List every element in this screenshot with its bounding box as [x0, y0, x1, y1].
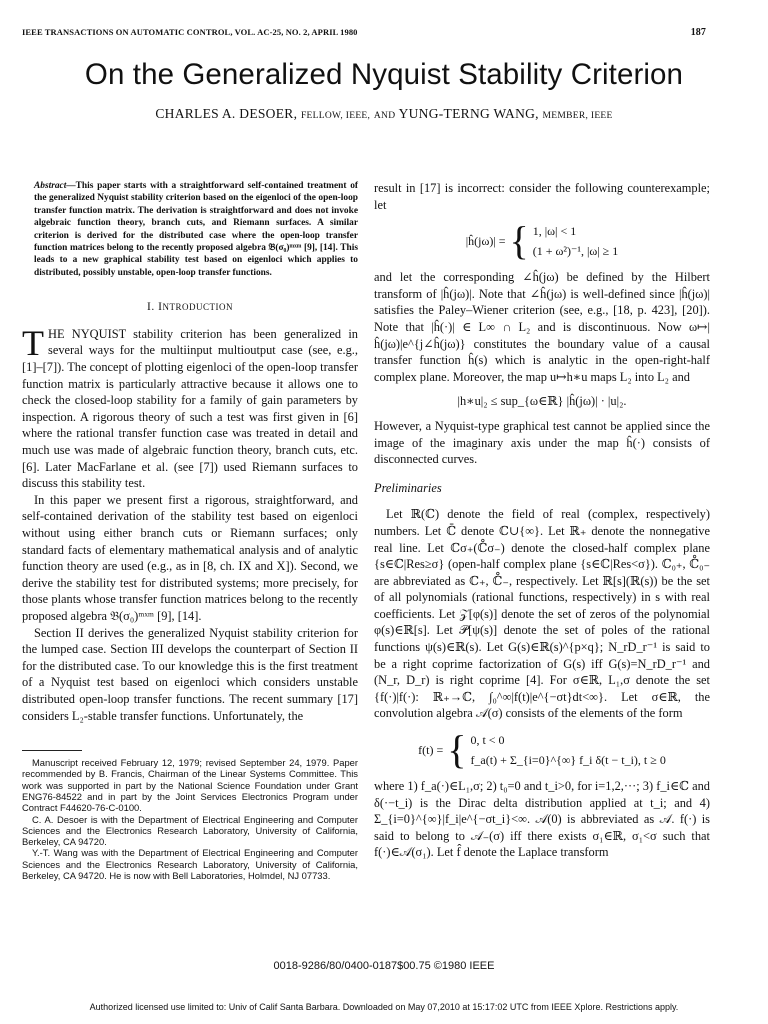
footnote-manuscript: Manuscript received February 12, 1979; revised September 24, 1979. Paper recommended by B. Francis, Chairman of the Linear Systems Committee. This work was supported in part by the National Science Foundation under Grant ENG76-84522 and in part by the Joint Services Electronics Program under Contract F44620-76-C-0100. — [22, 757, 358, 814]
author-and: AND — [373, 111, 396, 121]
right-column — [374, 180, 710, 861]
equation-algebra-cases — [470, 730, 665, 770]
footnotes — [22, 757, 358, 881]
equation-norm-bound: |h∗u|₂ ≤ sup_{ω∈ℝ} |ĥ(jω)| · |u|₂. — [457, 394, 627, 409]
equation-algebra-lhs: f(t) = — [418, 742, 444, 757]
intro-paragraph-3: Section II derives the generalized Nyquist stability criterion for the lumped case. Section III develops the counterpart of Section II for the distributed case. To our knowledge this is the first treatment of a Nyquist test based on eigenloci which considers unstable distributed open-loop transfer functions. The recent summary [17] considers L₂-stable transfer functions. Unfortunately, the — [22, 625, 358, 723]
section-title-initial: I — [158, 301, 163, 314]
author-1-role: FELLOW, IEEE, — [300, 111, 371, 121]
author-1-name: CHARLES A. DESOER, — [155, 106, 298, 121]
drop-cap: T — [22, 322, 44, 363]
author-2-name: YUNG-TERNG WANG, — [398, 106, 539, 121]
section-title-rest: NTRODUCTION — [162, 302, 233, 313]
section-heading — [22, 299, 358, 316]
equation-magnitude — [374, 218, 710, 264]
journal-citation: IEEE TRANSACTIONS ON AUTOMATIC CONTROL, VOL. AC-25, NO. 2, APRIL 1980 — [22, 27, 358, 37]
paper-title: On the Generalized Nyquist Stability Criterion — [84, 58, 684, 91]
subheading-preliminaries: Preliminaries — [374, 480, 442, 495]
page-number: 187 — [690, 27, 706, 38]
intro-paragraph-1-text: HE NYQUIST stability criterion has been generalized in several ways for the multiinput multioutput case (see, e.g., [1]–[7]). The concept of plotting eigenloci of the open-loop transfer function matrix is particularly attractive because it allows one to check the closed-loop stability for a family of gain parameters by inspection. A rigorous theory of such a test was first given in [6] where the rational transfer function case was treated in detail and much use was made of algebraic function theory, branch cuts, etc. [6]. Later MacFarlane et al. (see [7]) used Riemann surfaces to discuss this stability test. — [22, 326, 358, 491]
left-column — [22, 180, 358, 881]
counterexample-intro: result in [17] is incorrect: consider the following counterexample; let — [374, 181, 710, 212]
abstract-text: —This paper starts with a straightforward self-contained treatment of the generalized Nyquist stability criterion based on the eigenloci of the open-loop transfer function matrix. The derivation is straightforward and does not invoke algebraic function theory, branch cuts, and Riemann surfaces. A similar criterion is derived for the distributed case where the open-loop transfer function matrices belong to the recently proposed algebra 𝔅(σ₀)ᵐˣᵐ [9], [14]. This leads to a new graphical stability test based on eigenloci which applies to distributed, possibly unstable, open-loop transfer functions. — [34, 181, 358, 278]
author-line — [0, 106, 768, 122]
author-2-role: MEMBER, IEEE — [542, 111, 613, 121]
intro-paragraph-2: In this paper we present first a rigorous, straightforward, and self-contained derivation of the stability test based on eigenloci without using either branch cuts or Riemann surfaces; only standard facts of elementary mathematical analysis and of analytic function theory are used (e.g., as in [8, ch. IX and X]). Second, we derive the stability test for distributed systems; more precisely, for those plants whose transfer function matrices belong to the recently proposed algebra 𝔅(σ₀)ᵐˣᵐ [9], [14]. — [22, 492, 358, 623]
equation-magnitude-cases — [533, 221, 618, 261]
footnote-wang: Y.-T. Wang was with the Department of Electrical Engineering and Computer Sciences and the Electronics Research Laboratory, University of California, Berkeley, CA 94720. He is now with Bell Laboratories, Holmdel, NJ 07733. — [22, 847, 358, 882]
running-header — [22, 27, 706, 41]
brace-glyph: { — [509, 218, 529, 264]
equation-magnitude-lhs: |ĥ(jω)| = — [465, 233, 506, 248]
section-number: I. — [147, 301, 155, 314]
equation-magnitude-case-2: (1 + ω²)⁻¹, |ω| ≥ 1 — [532, 244, 619, 259]
equation-algebra-case-2: f_a(t) + Σ_{i=0}^{∞} f_i δ(t − t_i), t ≥ 0 — [470, 753, 666, 768]
abstract-label: Abstract — [34, 181, 67, 191]
paragraph-conditions: where 1) f_a(·)∈L₁,σ; 2) t₀=0 and t_i>0, for i=1,2,···; 3) f_i∈ℂ and δ(·−t_i) is the Dirac delta distribution applied at t_i; and 4) Σ_{i=0}^{∞}|f_i|e^{−σt_i}<∞. 𝒜(0) is abbreviated as 𝒜. f(·) is said to belong to 𝒜₋(σ) iff there exists σ₁∈ℝ, σ₁<σ such that f(·)∈𝒜(σ₁). Let f̂ denote the Laplace transform — [374, 779, 710, 860]
paragraph-nyquist-fail: However, a Nyquist-type graphical test cannot be applied since the image of the imaginary axis under the map ĥ(·) consists of disconnected curves. — [374, 418, 710, 467]
license-notice: Authorized licensed use limited to: Univ of Calif Santa Barbara. Downloaded on May 07,2010 at 15:17:02 UTC from IEEE Xplore. Restrictions apply. — [89, 1002, 679, 1012]
paragraph-preliminaries: Let ℝ(ℂ) denote the field of real (complex, respectively) numbers. Let ℂ̄ denote ℂ∪{∞}. Let ℝ₊ denote the nonnegative real line. Let ℂσ₊(ℂ̊σ₋) denote the closed-half complex plane {s∈ℂ|Res≥σ} (open-half complex plane {s∈ℂ|Res<σ}). ℂ₀₊, ℂ̊₀₋ are abbreviated as ℂ₊, ℂ̊₋, respectively. Let ℝ[s](ℝ(s)) be the set of all polynomials (rational functions, respectively) in s with real coefficients. Let 𝒵[φ(s)] denote the set of zeros of the polynomial φ(s)∈ℝ[s]. Let 𝒫[ψ(s)] denote the set of poles of the rational functions ψ(s)∈ℝ(s). Let G(s)∈ℝ(s)^{p×q}; N_rD_r⁻¹ is said to be a right coprime factorization of G(s) iff G(s)=N_rD_r⁻¹ and (N_r, D_r) is right coprime [4]. For σ∈ℝ, L₁,σ denote the set {f(·)|f(·): ℝ₊→ℂ, ∫₀^∞|f(t)|e^{−σt}dt<∞}. Let σ∈ℝ, the convolution algebra 𝒜(σ) consists of the elements of the form — [374, 507, 710, 721]
footnote-divider — [22, 750, 82, 751]
copyright-code: 0018-9286/80/0400-0187$00.75 ©1980 IEEE — [273, 960, 495, 972]
equation-algebra-element — [374, 727, 710, 773]
intro-paragraph-1 — [22, 322, 358, 492]
footnote-desoer: C. A. Desoer is with the Department of Electrical Engineering and Computer Sciences and the Electronics Research Laboratory, University of California, Berkeley, CA 94720. — [22, 813, 358, 848]
equation-magnitude-case-1: 1, |ω| < 1 — [532, 224, 577, 239]
brace-glyph: { — [447, 727, 467, 773]
paragraph-hilbert: and let the corresponding ∠ĥ(jω) be defined by the Hilbert transform of |ĥ(jω)|. Note that ∠ĥ(jω) is well-defined since |ĥ(jω)| satisfies the Paley–Wiener criterion (see, e.g., [18, p. 423], [20]). Note that |ĥ(·)| ∈ L∞ ∩ L₂ and is discontinuous. Now ω↦|ĥ(jω)|e^{j∠ĥ(jω)} constitutes the boundary value of a causal transfer function ĥ(s) which is analytic in the open-right-half complex plane. Moreover, the map u↦h∗u maps L₂ into L₂ and — [374, 270, 710, 384]
equation-algebra-case-1: 0, t < 0 — [470, 733, 505, 748]
abstract — [34, 180, 358, 279]
